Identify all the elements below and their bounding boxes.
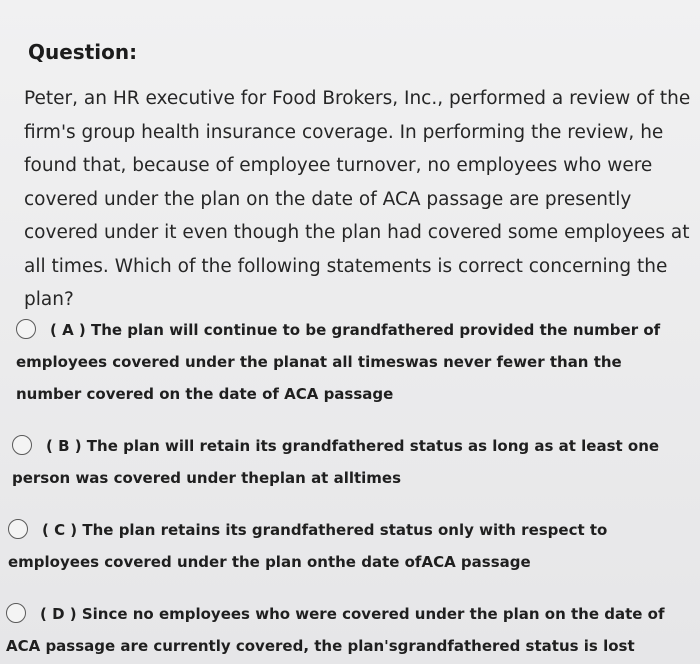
option-a-text: ( A ) The plan will continue to be grandfathered provided the number of employees covered under the planat all timeswas never fewer than the number covered on the date of ACA passage bbox=[16, 321, 661, 403]
radio-button-d[interactable] bbox=[6, 603, 26, 623]
option-c-text: ( C ) The plan retains its grandfathered status only with respect to employees covered under the plan onthe date ofACA passage bbox=[8, 521, 608, 571]
option-b[interactable] bbox=[12, 430, 692, 494]
option-b-text: ( B ) The plan will retain its grandfathered status as long as at least one person was covered under theplan at alltimes bbox=[12, 437, 660, 487]
option-a[interactable] bbox=[16, 314, 688, 410]
radio-button-c[interactable] bbox=[8, 519, 28, 539]
question-text: Peter, an HR executive for Food Brokers, Inc., performed a review of the firm's group health insurance coverage. In performing the review, he found that, because of employee turnover, no employees who were covered under the plan on the date of ACA passage are presently covered under it even though the plan had covered some employees at all times. Which of the following statements is correct concerning the plan? bbox=[24, 88, 691, 310]
option-c[interactable] bbox=[8, 514, 688, 578]
option-d-text: ( D ) Since no employees who were covered under the plan on the date of ACA passage are currently covered, the plan'sgrandfathered status is lost bbox=[6, 605, 665, 655]
question-label: Question: bbox=[28, 40, 138, 64]
option-d[interactable] bbox=[6, 598, 696, 662]
radio-button-a[interactable] bbox=[16, 319, 36, 339]
radio-button-b[interactable] bbox=[12, 435, 32, 455]
